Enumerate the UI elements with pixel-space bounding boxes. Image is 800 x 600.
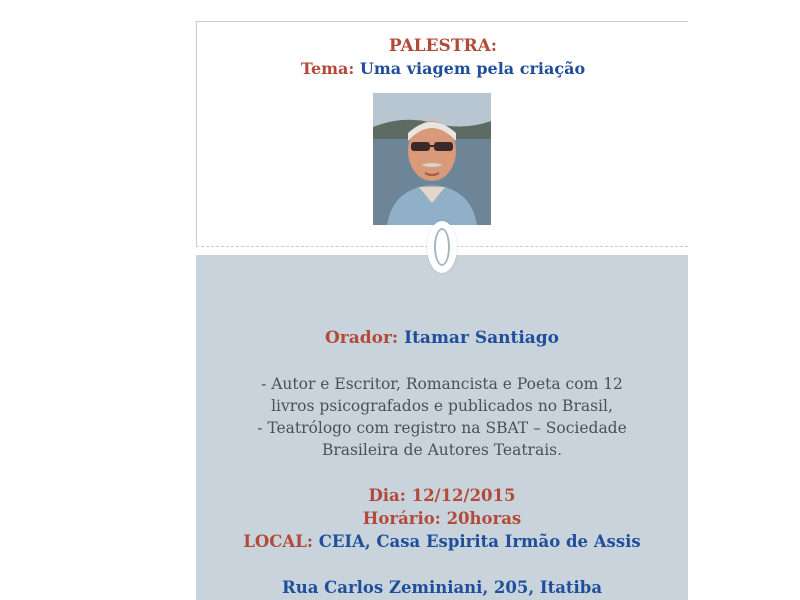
speaker-label: Orador: (324, 328, 399, 348)
bio-line: - Teatrólogo com registro na SBAT – Sociedade (257, 419, 627, 437)
speaker-line (196, 328, 688, 348)
time-label: Horário: (362, 509, 441, 528)
event-date (196, 485, 688, 507)
theme-line (197, 59, 689, 78)
event-address (196, 577, 688, 599)
event-location (196, 531, 688, 553)
bio-line: Brasileira de Autores Teatrais. (321, 441, 563, 459)
location-label: LOCAL: (243, 532, 313, 551)
bio-line: livros psicografados e publicados no Brasil, (271, 397, 613, 415)
date-value: 12/12/2015 (411, 486, 516, 505)
speaker-bio (226, 373, 658, 461)
header-section (196, 21, 688, 247)
speaker-name: Itamar Santiago (404, 328, 560, 348)
speaker-photo (373, 93, 491, 225)
theme-label: Tema: (300, 59, 355, 78)
event-time (196, 508, 688, 530)
flyer (196, 21, 688, 600)
ornament-icon (427, 221, 457, 273)
date-label: Dia: (368, 486, 406, 505)
location-value: CEIA, Casa Espirita Irmão de Assis (318, 532, 641, 551)
time-value: 20horas (446, 509, 522, 528)
theme-value: Uma viagem pela criação (359, 59, 586, 78)
address-value: Rua Carlos Zeminiani, 205, Itatiba (281, 578, 603, 597)
speaker-portrait-icon (373, 93, 491, 225)
bio-line: - Autor e Escritor, Romancista e Poeta com 12 (261, 375, 623, 393)
page-title: PALESTRA: (388, 36, 498, 56)
